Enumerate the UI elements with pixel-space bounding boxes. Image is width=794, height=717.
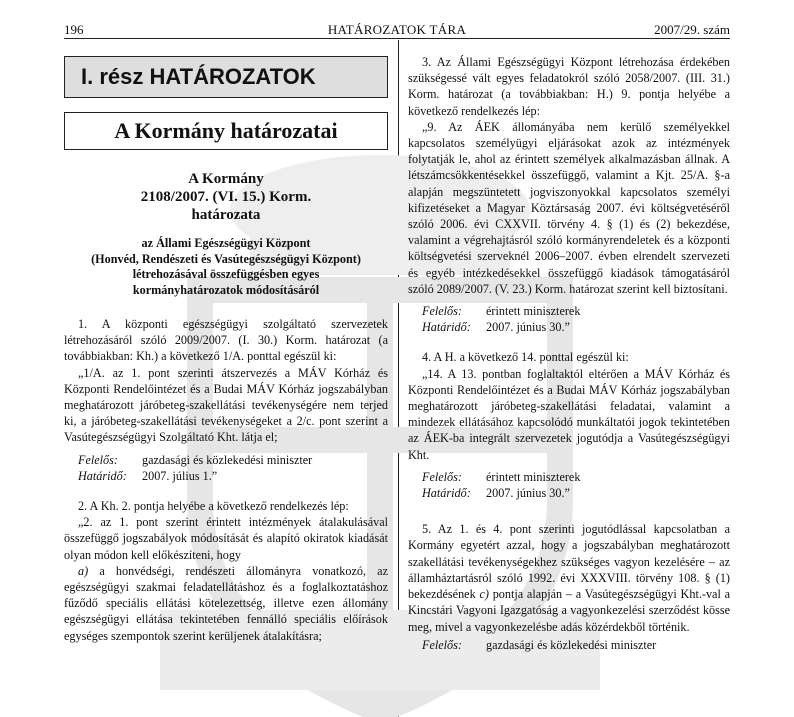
journal-title: HATÁROZATOK TÁRA bbox=[327, 22, 467, 37]
responsible-label: Felelős: bbox=[422, 304, 462, 319]
responsible-label: Felelős: bbox=[422, 469, 462, 484]
responsibility-block-4 bbox=[408, 469, 730, 501]
deadline-value: 2007. július 1.” bbox=[142, 468, 218, 483]
responsible-label: Felelős: bbox=[422, 637, 462, 652]
responsibility-block-5 bbox=[408, 637, 730, 653]
deadline-value: 2007. június 30.” bbox=[486, 320, 570, 335]
responsible-value: érintett miniszterek bbox=[486, 304, 581, 319]
page-number: 196 bbox=[64, 22, 84, 37]
header-rule bbox=[64, 38, 730, 39]
paragraph-5-text-a: 5. Az 1. és 4. pont szerinti jogutódlással kapcsolatban a Kormány egyetért azzal, hogy a jogszabályban meghatározott szakellátási tevékenységekhez szükséges vagyon kezelésére – az államháztartásról szóló 1992. évi XXXVIII. törvény 108. § (1) bekezdésének bbox=[408, 522, 730, 602]
deadline-value: 2007. június 30.” bbox=[486, 486, 570, 501]
paragraph-2-quote: „2. az 1. pont szerint érintett intézmények átalakulásával összefüggő jogszabályok módosítását és alapító okiratok kiadását olyan módon kell előkészíteni, hogy bbox=[64, 515, 388, 562]
responsible-value: gazdasági és közlekedési miniszter bbox=[486, 637, 657, 652]
left-column bbox=[64, 44, 388, 644]
resolution-title-line: A Kormány bbox=[188, 171, 264, 187]
section-heading: A Kormány határozatai bbox=[64, 112, 388, 150]
running-header bbox=[64, 22, 730, 38]
resolution-title bbox=[64, 170, 388, 224]
deadline-label: Határidő: bbox=[78, 468, 127, 483]
resolution-title-line: határozata bbox=[191, 207, 261, 223]
issue-number: 2007/29. szám bbox=[654, 22, 730, 37]
item-text: a honvédségi, rendészeti állományra vonatkozó, az egészségügyi szakmai feladatellátáshoz és a foglalkoztatáshoz fűződő speciális ellátási kötelezettség, illetve ezen állomány egészségügyi ellátása tekintetében fennálló speciális előírások egységes szempontok szerint kerüljenek átalakításra; bbox=[64, 563, 388, 643]
responsibility-block-1 bbox=[64, 452, 388, 484]
paragraph-3-quote: „9. Az ÁEK állományába nem kerülő személyekkel kapcsolatos személyügyi eljárásokat azok az intézmények folytatják le, ahol az érintett személyek alkalmazásban állnak. A létszámcsökkentésekkel összefüggő, valamint a Kjt. 25/A. §-a alapján megszüntetett jogviszonyokkal kapcsolatos személyi kifizetéseket a Magyar Köztársaság 2007. évi költségvetéséről szóló 2006. évi CXXVII. törvény 4. § (1) és (2) bekezdése, valamint a végrehajtásról szóló kormányrendeletek és a központi költségvetési szerveknél 2006–2007. évben elrendelt szervezeti és egyéb intézkedésekkel összefüggő kiadások támogatásáról szóló 2089/2007. (V. 23.) Korm. határozat szerint kell biztosítani. bbox=[408, 119, 730, 296]
paragraph-3: 3. Az Állami Egészségügyi Központ létrehozása érdekében szükségessé vált egyes feladatokról szóló 2058/2007. (III. 31.) Korm. határozat (a továbbiakban: H.) 9. pontja helyébe a következő rendelkezés lép: bbox=[408, 55, 730, 118]
resolution-subtitle-line: kormányhatározatok módosításáról bbox=[132, 282, 320, 297]
part-heading: I. rész HATÁROZATOK bbox=[64, 56, 388, 98]
paragraph-4: 4. A H. a következő 14. ponttal egészül ki: bbox=[422, 350, 629, 365]
responsible-value: gazdasági és közlekedési miniszter bbox=[142, 452, 313, 467]
resolution-subtitle-line: létrehozásával összefüggésben egyes bbox=[132, 267, 320, 281]
resolution-title-line: 2108/2007. (VI. 15.) Korm. bbox=[140, 189, 312, 205]
resolution-subtitle bbox=[64, 236, 388, 298]
responsibility-block-3 bbox=[408, 303, 730, 335]
responsible-label: Felelős: bbox=[78, 452, 118, 467]
resolution-subtitle-line: (Honvéd, Rendészeti és Vasútegészségügyi Központ) bbox=[91, 251, 361, 266]
paragraph-2: 2. A Kh. 2. pontja helyébe a következő rendelkezés lép: bbox=[78, 499, 349, 514]
item-marker: a) bbox=[78, 563, 89, 578]
item-marker: c) bbox=[479, 587, 489, 602]
paragraph-5 bbox=[408, 521, 730, 634]
deadline-label: Határidő: bbox=[422, 486, 471, 501]
paragraph-1: 1. A központi egészségügyi szolgáltató szervezetek létrehozásáról szóló 2009/2007. (I. 30.) Korm. határozat (a továbbiakban: Kh.) a következő 1/A. ponttal egészül ki: bbox=[64, 317, 388, 364]
paragraph-1-quote: „1/A. az 1. pont szerinti átszervezés a MÁV Kórház és Központi Rendelőintézet és a Budai MÁV Kórház jogszabályban meghatározott járóbeteg-szakellátási tevékenységére nem terjed ki, a járóbeteg-szakellátási tevékenységeket a 2/c. pont szerint a Vasútegészségügyi Szolgáltató Kht. látja el; bbox=[64, 365, 388, 445]
right-column bbox=[408, 44, 730, 653]
deadline-label: Határidő: bbox=[422, 320, 471, 335]
resolution-subtitle-line: az Állami Egészségügyi Központ bbox=[141, 236, 311, 250]
paragraph-5-text-b: pontja alapján – a Vasútegészségügyi Kht.-val a Kincstári Vagyoni Igazgatóság a vagyonkezelési szerződést kösse meg, mivel a vagyonkezelésbe adás közérdekből történik. bbox=[408, 587, 731, 634]
paragraph-2a bbox=[64, 563, 388, 644]
paragraph-4-quote: „14. A 13. pontban foglaltaktól eltérően a MÁV Kórház és Központi Rendelőintézet és a Budai MÁV Kórház jogszabályban meghatározott járóbeteg-szakellátási feladatai, valamint a mindezek ellátásához kapcsolódó munkáltatói jogok tekintetében az ÁEK-ba integrált szervezetek jogutódja a Vasútegészségügyi Kht. bbox=[408, 366, 730, 462]
responsible-value: érintett miniszterek bbox=[486, 469, 581, 484]
